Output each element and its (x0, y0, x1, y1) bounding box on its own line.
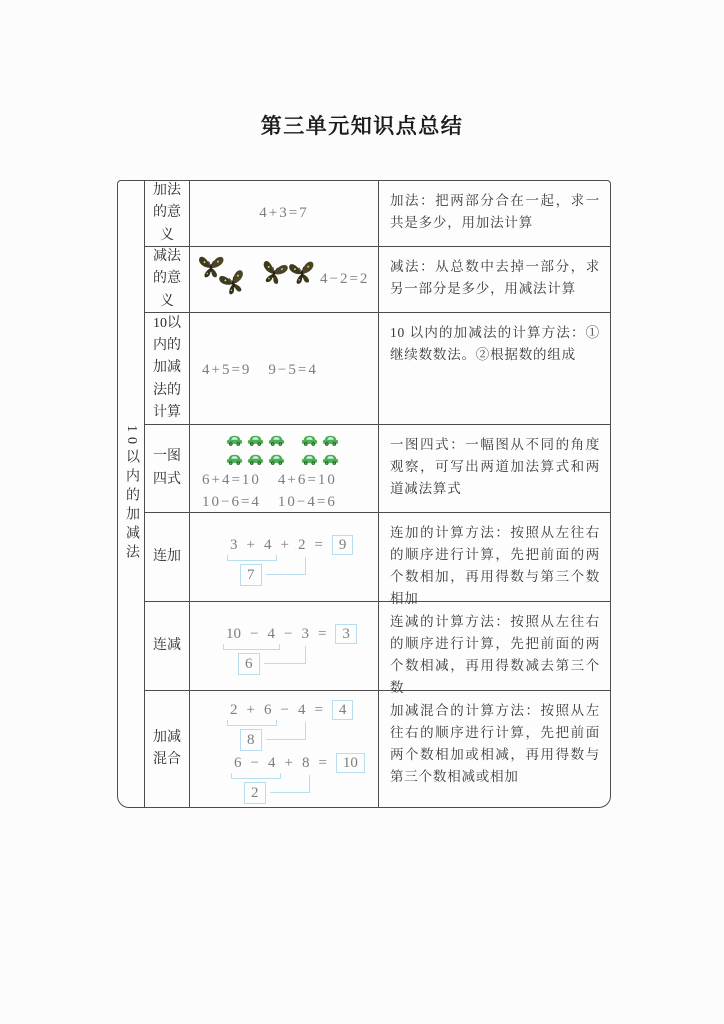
serial-subtraction-diagram (226, 624, 357, 672)
car-icon (301, 433, 318, 447)
example-cell (190, 313, 379, 424)
serial-addition-diagram (230, 535, 353, 583)
chain-number: 6 (234, 754, 242, 771)
row-label: 10以内的加减法的计算 (145, 313, 190, 424)
example-cell (190, 247, 379, 312)
table-row-mixed-operations (145, 691, 610, 807)
chain-operator: + (246, 701, 255, 718)
chain-operator: − (250, 754, 259, 771)
connector-line (266, 557, 306, 575)
car-icon (247, 433, 264, 447)
chain-number: 2 (230, 701, 238, 718)
chain-number: 6 (263, 701, 272, 718)
chain-operator: − (280, 701, 289, 718)
table-row-calculation-method (145, 313, 610, 425)
connector-line (266, 722, 306, 740)
connector-line (264, 646, 306, 664)
table-row-addition-meaning (145, 181, 610, 247)
chain-number: 4 (297, 701, 306, 718)
chain-number: 10 (226, 625, 241, 642)
chain-operator: − (250, 625, 259, 642)
chain-operator: + (246, 536, 255, 553)
partial-result-box: 8 (240, 729, 262, 751)
chain-operator: − (283, 625, 293, 642)
row-label: 连减 (145, 602, 190, 690)
row-label: 加减混合 (145, 691, 190, 807)
equation-text: 10−6=4 10−4=6 (202, 494, 337, 510)
explanation-text: 连减的计算方法：按照从左往右的顺序进行计算，先把前面的两个数相减，再用得数减去第三个数 (390, 614, 600, 695)
chain-operator: + (280, 536, 289, 553)
example-cell (190, 425, 379, 512)
chain-number: 4 (267, 625, 275, 642)
explanation-text: 加法：把两部分合在一起，求一共是多少，用加法计算 (390, 193, 600, 230)
row-label: 一图四式 (145, 425, 190, 512)
car-icon (268, 452, 285, 466)
table-group-column (118, 181, 145, 807)
example-cell (190, 181, 379, 246)
chain-number: 2 (297, 536, 306, 553)
example-cell (190, 691, 379, 807)
cars-picture (226, 431, 343, 469)
answer-box: 10 (336, 753, 365, 773)
chain-number: 3 (230, 536, 238, 553)
mixed-operations-diagram-2 (234, 753, 365, 801)
partial-result-box: 6 (238, 653, 260, 675)
explanation-text: 减法：从总数中去掉一部分，求另一部分是多少，用减法计算 (390, 259, 600, 296)
mixed-operations-diagram-1 (230, 700, 353, 748)
table-rows (145, 181, 610, 807)
car-icon (226, 452, 243, 466)
partial-result-box: 7 (240, 564, 262, 586)
chain-operator: = (314, 536, 323, 553)
chain-number: 4 (267, 754, 276, 771)
chain-number: 8 (301, 754, 310, 771)
car-icon (268, 433, 285, 447)
chain-operator: = (314, 701, 323, 718)
car-icon (322, 433, 339, 447)
chain-operator: + (284, 754, 293, 771)
example-cell (190, 602, 379, 690)
table-row-subtraction-meaning (145, 247, 610, 313)
explanation-text: 加减混合的计算方法：按照从左往右的顺序进行计算，先把前面两个数相加或相减，再用得数与第三个数相减或相加 (390, 703, 600, 784)
chain-operator: = (318, 754, 327, 771)
row-label: 加法的意义 (145, 181, 190, 246)
equation-text: 6+4=10 4+6=10 (202, 472, 337, 488)
row-label: 连加 (145, 513, 190, 601)
example-cell (190, 513, 379, 601)
group-label-vertical: 10以内的加减法 (124, 425, 139, 563)
car-icon (322, 452, 339, 466)
answer-box: 4 (332, 700, 354, 720)
explanation-text: 连加的计算方法：按照从左往右的顺序进行计算，先把前面的两个数相加，再用得数与第三个数相加 (390, 525, 600, 606)
explanation-text: 10 以内的加减法的计算方法：①继续数数法。②根据数的组成 (390, 325, 600, 362)
car-icon (226, 433, 243, 447)
car-icon (301, 452, 318, 466)
equation-text: 4+3=7 (259, 205, 309, 221)
chain-number: 4 (263, 536, 272, 553)
table-row-one-picture-four-equations (145, 425, 610, 513)
chain-number: 3 (301, 625, 309, 642)
answer-box: 3 (335, 624, 357, 644)
connector-line (270, 775, 310, 793)
table-row-serial-addition (145, 513, 610, 606)
butterfly-icon (286, 258, 317, 288)
knowledge-summary-table (117, 180, 611, 808)
equation-text: 4+5=9 9−5=4 (202, 362, 318, 378)
table-row-serial-subtraction (145, 602, 610, 695)
answer-box: 9 (332, 535, 354, 555)
car-icon (247, 452, 264, 466)
partial-result-box: 2 (244, 782, 266, 804)
row-label: 减法的意义 (145, 247, 190, 312)
equation-text: 4−2=2 (320, 271, 370, 287)
page-title: 第三单元知识点总结 (260, 115, 464, 138)
explanation-text: 一图四式：一幅图从不同的角度观察，可写出两道加法算式和两道减法算式 (390, 437, 600, 496)
chain-operator: = (317, 625, 327, 642)
